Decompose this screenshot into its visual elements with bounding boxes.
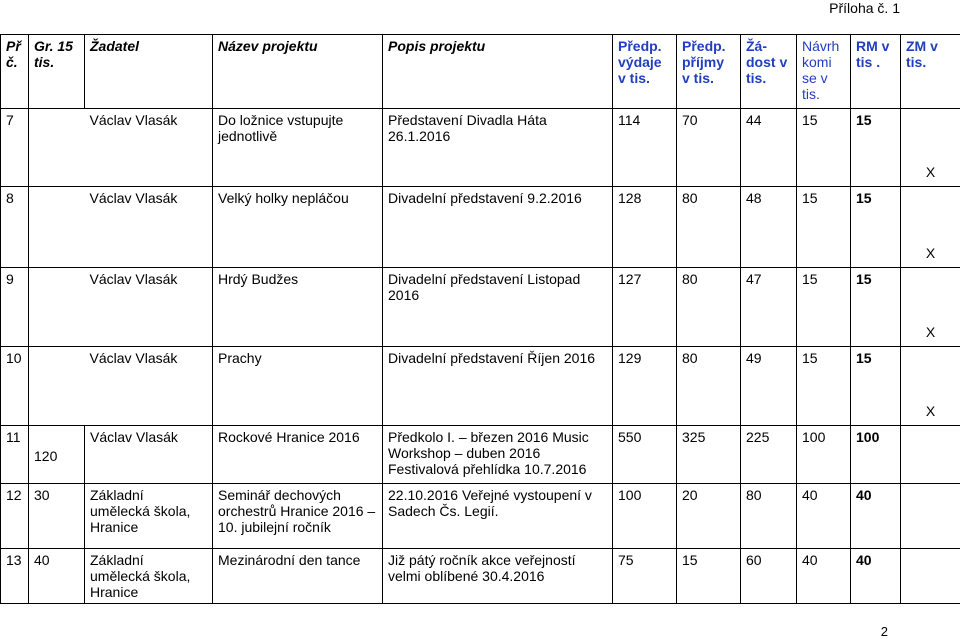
row-gr [29, 109, 85, 187]
row-navrh: 15 [797, 109, 851, 187]
row-gr [29, 268, 85, 347]
row-navrh: 40 [797, 549, 851, 604]
row-popis: Divadelní představení Listopad 2016 [383, 268, 613, 347]
row-zadatel: Václav Vlasák [85, 109, 213, 187]
row-navrh: 15 [797, 187, 851, 268]
row-number: 13 [1, 549, 29, 604]
row-nazev: Hrdý Budžes [213, 268, 383, 347]
row-number: 11 [1, 426, 29, 484]
row-prijmy: 80 [677, 187, 741, 268]
row-zm: X [901, 187, 960, 268]
row-zadatel: Základní umělecká škola, Hranice [85, 549, 213, 604]
row-navrh: 15 [797, 268, 851, 347]
row-popis: Již pátý ročník akce veřejností velmi oblíbené 30.4.2016 [383, 549, 613, 604]
row-zadost: 44 [741, 109, 797, 187]
row-navrh: 40 [797, 484, 851, 549]
row-zadost: 47 [741, 268, 797, 347]
row-navrh: 15 [797, 347, 851, 426]
row-zm: X [901, 109, 960, 187]
row-nazev: Rockové Hranice 2016 [213, 426, 383, 484]
row-zadatel: Václav Vlasák [85, 268, 213, 347]
table-row [1, 484, 960, 549]
header-pr-c: Př č. [1, 35, 29, 109]
attachment-label: Příloha č. 1 [829, 0, 900, 16]
row-number: 7 [1, 109, 29, 187]
row-popis: Předkolo I. – březen 2016 Music Workshop – duben 2016 Festivalová přehlídka 10.7.2016 [383, 426, 613, 484]
header-popis: Popis projektu [383, 35, 613, 109]
row-vydaje: 129 [613, 347, 677, 426]
row-prijmy: 325 [677, 426, 741, 484]
table-row [1, 268, 960, 347]
row-zadatel: Václav Vlasák [85, 426, 213, 484]
row-vydaje: 100 [613, 484, 677, 549]
row-gr: 30 [29, 484, 85, 549]
header-prijmy: Předp. příjmy v tis. [677, 35, 741, 109]
row-number: 12 [1, 484, 29, 549]
row-zadost: 60 [741, 549, 797, 604]
header-zadost: Žá- dost v tis. [741, 35, 797, 109]
table-row [1, 109, 960, 187]
row-number: 10 [1, 347, 29, 426]
table-row [1, 426, 960, 484]
row-prijmy: 80 [677, 268, 741, 347]
table-header-row [1, 35, 960, 109]
row-vydaje: 550 [613, 426, 677, 484]
row-rm: 40 [851, 549, 901, 604]
row-gr: 40 [29, 549, 85, 604]
row-vydaje: 128 [613, 187, 677, 268]
row-zm [901, 549, 960, 604]
page-number: 2 [880, 624, 888, 639]
row-nazev: Do ložnice vstupujte jednotlivě [213, 109, 383, 187]
row-prijmy: 70 [677, 109, 741, 187]
row-nazev: Velký holky nepláčou [213, 187, 383, 268]
header-zadatel: Žadatel [85, 35, 213, 109]
row-zadost: 225 [741, 426, 797, 484]
row-vydaje: 127 [613, 268, 677, 347]
row-vydaje: 114 [613, 109, 677, 187]
row-rm: 15 [851, 187, 901, 268]
row-popis: Divadelní představení Říjen 2016 [383, 347, 613, 426]
row-rm: 100 [851, 426, 901, 484]
row-gr: 120 [29, 426, 85, 484]
row-nazev: Seminář dechových orchestrů Hranice 2016 – 10. jubilejní ročník [213, 484, 383, 549]
header-zm: ZM v tis. [901, 35, 960, 109]
row-zm [901, 484, 960, 549]
header-rm: RM v tis . [851, 35, 901, 109]
row-prijmy: 20 [677, 484, 741, 549]
header-nazev: Název projektu [213, 35, 383, 109]
row-nazev: Prachy [213, 347, 383, 426]
row-zm [901, 426, 960, 484]
row-number: 9 [1, 268, 29, 347]
row-zadatel: Václav Vlasák [85, 347, 213, 426]
row-zadatel: Základní umělecká škola, Hranice [85, 484, 213, 549]
table-row [1, 187, 960, 268]
row-gr [29, 347, 85, 426]
row-rm: 15 [851, 109, 901, 187]
row-vydaje: 75 [613, 549, 677, 604]
row-navrh: 100 [797, 426, 851, 484]
row-popis: Představení Divadla Háta 26.1.2016 [383, 109, 613, 187]
row-prijmy: 15 [677, 549, 741, 604]
header-vydaje: Předp. výdaje v tis. [613, 35, 677, 109]
row-nazev: Mezinárodní den tance [213, 549, 383, 604]
row-popis: 22.10.2016 Veřejné vystoupení v Sadech Čs. Legií. [383, 484, 613, 549]
row-gr [29, 187, 85, 268]
row-rm: 15 [851, 268, 901, 347]
row-prijmy: 80 [677, 347, 741, 426]
projects-table [0, 34, 960, 604]
table-row [1, 347, 960, 426]
header-gr: Gr. 15 tis. [29, 35, 85, 109]
row-zm: X [901, 268, 960, 347]
row-rm: 15 [851, 347, 901, 426]
header-navrh: Návrh komi se v tis. [797, 35, 851, 109]
row-zm: X [901, 347, 960, 426]
row-zadatel: Václav Vlasák [85, 187, 213, 268]
row-zadost: 48 [741, 187, 797, 268]
row-rm: 40 [851, 484, 901, 549]
row-popis: Divadelní představení 9.2.2016 [383, 187, 613, 268]
row-zadost: 80 [741, 484, 797, 549]
row-zadost: 49 [741, 347, 797, 426]
row-number: 8 [1, 187, 29, 268]
table-row [1, 549, 960, 604]
